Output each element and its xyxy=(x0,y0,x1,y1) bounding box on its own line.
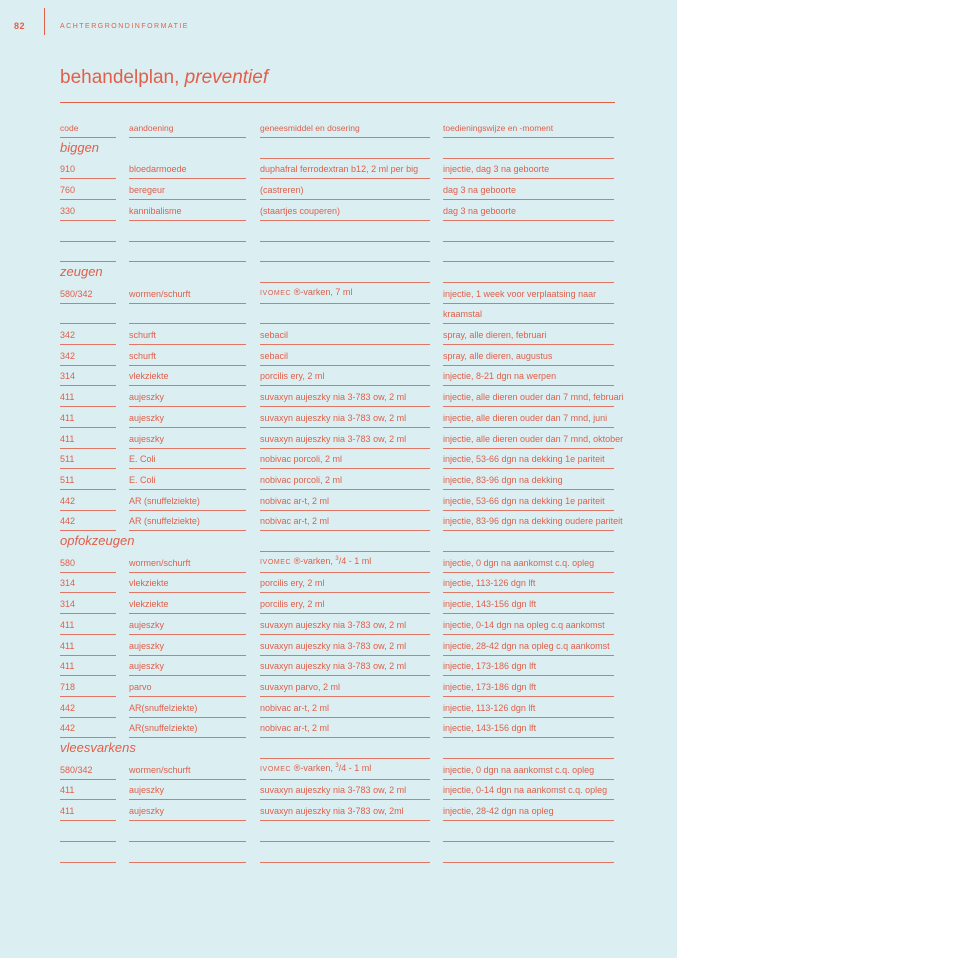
table-row xyxy=(0,759,677,780)
page-number: 82 xyxy=(14,21,26,31)
code-cell: 580/342 xyxy=(60,764,93,775)
medication-cell: sebacil xyxy=(260,350,289,361)
administration-cell: dag 3 na geboorte xyxy=(443,205,517,216)
condition-cell: vlekziekte xyxy=(129,371,169,382)
cell-rule xyxy=(260,862,430,863)
table-row xyxy=(0,386,677,407)
medication-cell: duphafral ferrodextran b12, 2 ml per big xyxy=(260,164,419,175)
administration-cell: injectie, 113-126 dgn lft xyxy=(443,702,536,713)
administration-cell: injectie, 0-14 dgn na aankomst c.q. opleg xyxy=(443,785,608,796)
condition-cell: parvo xyxy=(129,681,152,692)
condition-cell: wormen/schurft xyxy=(129,557,191,568)
code-cell: 411 xyxy=(60,785,75,796)
medication-cell: suvaxyn aujeszky nia 3-783 ow, 2 ml xyxy=(260,619,407,630)
blank-row xyxy=(0,221,677,242)
condition-cell: bloedarmoede xyxy=(129,164,187,175)
group-row-biggen xyxy=(0,138,677,159)
medication-cell: suvaxyn parvo, 2 ml xyxy=(260,681,341,692)
code-cell: 411 xyxy=(60,392,75,403)
table-row xyxy=(0,510,677,531)
medication-cell: suvaxyn aujeszky nia 3-783 ow, 2 ml xyxy=(260,785,407,796)
code-cell: 411 xyxy=(60,640,75,651)
condition-cell: aujeszky xyxy=(129,640,165,651)
condition-cell: vlekziekte xyxy=(129,578,169,589)
condition-cell: beregeur xyxy=(129,185,166,196)
code-cell: 760 xyxy=(60,185,76,196)
table-row xyxy=(0,635,677,656)
administration-cell: kraamstal xyxy=(443,309,483,320)
table-row xyxy=(0,779,677,800)
medication-cell: IVOMEC ®-varken, 7 ml xyxy=(260,286,353,297)
table-row xyxy=(0,179,677,200)
administration-cell: injectie, 53-66 dgn na dekking 1e pariteit xyxy=(443,454,605,465)
medication-cell: suvaxyn aujeszky nia 3-783 ow, 2ml xyxy=(260,806,404,817)
code-cell: 314 xyxy=(60,578,76,589)
code-cell: 442 xyxy=(60,723,76,734)
condition-cell: wormen/schurft xyxy=(129,288,191,299)
header-administration: toedieningswijze en -moment xyxy=(443,123,554,133)
table-row xyxy=(0,800,677,821)
code-cell: 411 xyxy=(60,412,75,423)
condition-cell: AR(snuffelziekte) xyxy=(129,702,198,713)
code-cell: 342 xyxy=(60,330,76,340)
table-row xyxy=(0,697,677,718)
cell-rule xyxy=(443,862,614,863)
administration-cell: injectie, alle dieren ouder dan 7 mnd, februari xyxy=(443,392,624,403)
code-cell: 580 xyxy=(60,557,76,568)
administration-cell: injectie, 173-186 dgn lft xyxy=(443,681,537,692)
cell-rule xyxy=(60,862,116,863)
code-cell: 910 xyxy=(60,164,76,175)
group-title: biggen xyxy=(60,139,100,155)
administration-cell: injectie, 0-14 dgn na opleg c.q aankomst xyxy=(443,619,605,630)
administration-cell: injectie, alle dieren ouder dan 7 mnd, oktober xyxy=(443,433,624,444)
code-cell: 442 xyxy=(60,702,76,713)
table-row xyxy=(0,303,677,324)
table-row xyxy=(0,448,677,469)
group-row-vleesvarkens xyxy=(0,738,677,759)
code-cell: 342 xyxy=(60,350,76,361)
code-cell: 718 xyxy=(60,681,76,692)
medication-cell: IVOMEC ®-varken, $^3$/4 - 1 ml xyxy=(260,555,372,566)
administration-cell: injectie, 1 week voor verplaatsing naar xyxy=(443,288,597,299)
condition-cell: AR(snuffelziekte) xyxy=(129,723,198,734)
page-title-main: behandelplan, xyxy=(60,67,180,88)
table-row xyxy=(0,324,677,345)
medication-cell: sebacil xyxy=(260,330,289,340)
table-row xyxy=(0,593,677,614)
section-label: ACHTERGRONDINFORMATIE xyxy=(60,23,189,30)
group-row-opfokzeugen xyxy=(0,531,677,552)
code-cell: 411 xyxy=(60,806,75,817)
medication-cell: (castreren) xyxy=(260,185,304,196)
administration-cell: injectie, 0 dgn na aankomst c.q. opleg xyxy=(443,764,595,775)
medication-cell: nobivac ar-t, 2 ml xyxy=(260,723,330,734)
condition-cell: kannibalisme xyxy=(129,205,182,216)
condition-cell: schurft xyxy=(129,330,157,340)
medication-cell: nobivac ar-t, 2 ml xyxy=(260,702,330,713)
code-cell: 314 xyxy=(60,599,76,610)
administration-cell: injectie, 113-126 dgn lft xyxy=(443,578,536,589)
medication-cell: suvaxyn aujeszky nia 3-783 ow, 2 ml xyxy=(260,412,407,423)
administration-cell: injectie, 0 dgn na aankomst c.q. opleg xyxy=(443,557,595,568)
medication-cell: suvaxyn aujeszky nia 3-783 ow, 2 ml xyxy=(260,433,407,444)
code-cell: 411 xyxy=(60,619,75,630)
condition-cell: E. Coli xyxy=(129,454,156,465)
medication-cell: nobivac ar-t, 2 ml xyxy=(260,495,330,506)
group-title: vleesvarkens xyxy=(60,740,136,755)
condition-cell: vlekziekte xyxy=(129,599,169,610)
code-cell: 411 xyxy=(60,433,75,444)
table-row xyxy=(0,572,677,593)
table-row xyxy=(0,407,677,428)
administration-cell: injectie, 143-156 dgn lft xyxy=(443,599,537,610)
medication-cell: nobivac ar-t, 2 ml xyxy=(260,516,330,527)
condition-cell: aujeszky xyxy=(129,412,165,423)
medication-cell: suvaxyn aujeszky nia 3-783 ow, 2 ml xyxy=(260,392,407,403)
condition-cell: aujeszky xyxy=(129,433,165,444)
medication-cell: porcilis ery, 2 ml xyxy=(260,371,325,382)
table-row xyxy=(0,200,677,221)
code-cell: 314 xyxy=(60,371,76,382)
condition-cell: aujeszky xyxy=(129,619,165,630)
administration-cell: injectie, 173-186 dgn lft xyxy=(443,661,537,672)
administration-cell: dag 3 na geboorte xyxy=(443,185,517,196)
blank-row xyxy=(0,842,677,863)
administration-cell: injectie, 143-156 dgn lft xyxy=(443,723,537,734)
table-row xyxy=(0,428,677,449)
administration-cell: injectie, 28-42 dgn na opleg xyxy=(443,806,554,817)
condition-cell: aujeszky xyxy=(129,392,165,403)
medication-cell: porcilis ery, 2 ml xyxy=(260,578,325,589)
condition-cell: aujeszky xyxy=(129,785,165,796)
medication-cell: IVOMEC ®-varken, $^3$/4 - 1 ml xyxy=(260,762,372,773)
table-row xyxy=(0,717,677,738)
code-cell: 442 xyxy=(60,495,76,506)
condition-cell: AR (snuffelziekte) xyxy=(129,495,200,506)
table-row xyxy=(0,676,677,697)
medication-cell: porcilis ery, 2 ml xyxy=(260,599,325,610)
code-cell: 580/342 xyxy=(60,288,93,299)
code-cell: 411 xyxy=(60,661,75,672)
blank-row xyxy=(0,821,677,842)
medication-cell: (staartjes couperen) xyxy=(260,205,341,216)
administration-cell: spray, alle dieren, augustus xyxy=(443,350,553,361)
medication-cell: suvaxyn aujeszky nia 3-783 ow, 2 ml xyxy=(260,640,407,651)
administration-cell: injectie, alle dieren ouder dan 7 mnd, juni xyxy=(443,412,608,423)
page-title-emphasis: preventief xyxy=(184,67,269,88)
blank-row xyxy=(0,241,677,262)
administration-cell: injectie, 8-21 dgn na werpen xyxy=(443,371,557,382)
administration-cell: injectie, 53-66 dgn na dekking 1e pariteit xyxy=(443,495,605,506)
code-cell: 511 xyxy=(60,454,75,465)
condition-cell: AR (snuffelziekte) xyxy=(129,516,200,527)
table-row xyxy=(0,158,677,179)
table-row xyxy=(0,552,677,573)
administration-cell: injectie, dag 3 na geboorte xyxy=(443,164,550,175)
administration-cell: injectie, 28-42 dgn na opleg c.q aankomst xyxy=(443,640,610,651)
medication-cell: nobivac porcoli, 2 ml xyxy=(260,454,343,465)
code-cell: 330 xyxy=(60,205,76,216)
condition-cell: E. Coli xyxy=(129,474,156,485)
group-row-zeugen xyxy=(0,262,677,283)
table-row xyxy=(0,283,677,304)
code-cell: 511 xyxy=(60,474,75,485)
table-row xyxy=(0,490,677,511)
medication-cell: suvaxyn aujeszky nia 3-783 ow, 2 ml xyxy=(260,661,407,672)
administration-cell: injectie, 83-96 dgn na dekking xyxy=(443,474,563,485)
administration-cell: injectie, 83-96 dgn na dekking oudere pariteit xyxy=(443,516,623,527)
condition-cell: wormen/schurft xyxy=(129,764,191,775)
header-code: code xyxy=(60,123,79,133)
condition-cell: aujeszky xyxy=(129,661,165,672)
condition-cell: aujeszky xyxy=(129,806,165,817)
header-medication: geneesmiddel en dosering xyxy=(260,123,360,133)
table-row xyxy=(0,614,677,635)
table-row xyxy=(0,655,677,676)
header-condition: aandoening xyxy=(129,123,174,133)
table-row xyxy=(0,365,677,386)
table-row xyxy=(0,469,677,490)
table-header-row xyxy=(0,117,677,138)
table-row xyxy=(0,345,677,366)
group-title: zeugen xyxy=(60,263,103,279)
medication-cell: nobivac porcoli, 2 ml xyxy=(260,474,343,485)
condition-cell: schurft xyxy=(129,350,157,361)
code-cell: 442 xyxy=(60,516,76,527)
administration-cell: spray, alle dieren, februari xyxy=(443,330,547,340)
group-title: opfokzeugen xyxy=(60,533,135,548)
cell-rule xyxy=(129,862,246,863)
